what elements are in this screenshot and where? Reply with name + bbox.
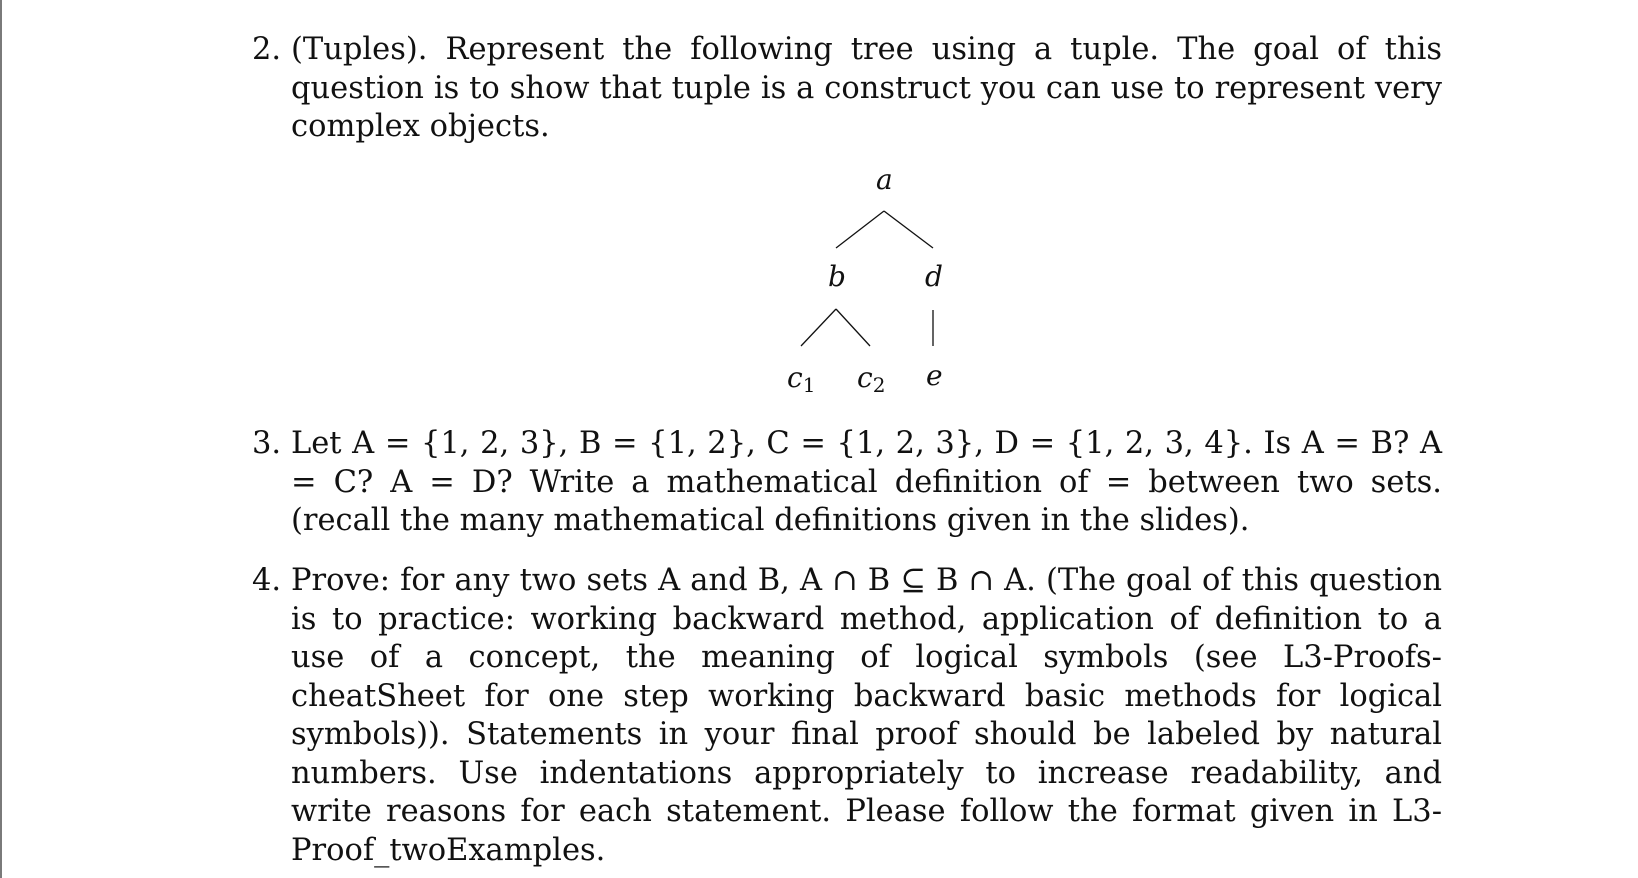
node-a: a (876, 163, 893, 196)
edge-a-b (836, 211, 884, 248)
question-4-text: Prove: for any two sets A and B, A ∩ B ⊆ B ∩ A. (The goal of this question is to practice: working backward method, application of definition to a use of a concept, the meaning of logical symbols (see L3-Proofs-cheatSheet for one step working backward basic methods for logical symbols)). Statements in your final proof should be labeled by natural numbers. Use indentations appropriately to increase readability, and write reasons for each statement. Please follow the format given in L3-Proof_twoExamples. (291, 563, 1442, 868)
question-3-text: Let A = {1, 2, 3}, B = {1, 2}, C = {1, 2, 3}, D = {1, 2, 3, 4}. Is A = B? A = C? A = D? Write a mathematical definition of = between two sets. (recall the many mathematical definitions given in the slides). (291, 426, 1442, 538)
question-4 (252, 562, 1442, 870)
question-2 (252, 31, 1442, 147)
node-c2-subscript: 2 (872, 373, 886, 397)
question-3 (252, 425, 1442, 541)
node-c1: c1 (787, 361, 816, 397)
node-b: b (828, 260, 846, 293)
question-2-number: 2. (252, 32, 282, 67)
node-e: e (926, 359, 943, 392)
question-3-number: 3. (252, 426, 282, 461)
node-d: d (925, 260, 943, 293)
edge-b-c1 (801, 309, 836, 346)
question-4-number: 4. (252, 563, 282, 598)
question-2-text: (Tuples). Represent the following tree using a tuple. The goal of this question is to show that tuple is a construct you can use to represent very complex objects. (291, 32, 1442, 144)
node-c2: c2 (857, 361, 886, 397)
node-c1-subscript: 1 (802, 373, 816, 397)
edge-b-c2 (836, 309, 870, 346)
document-page (2, 0, 1638, 878)
edge-a-d (884, 211, 933, 248)
